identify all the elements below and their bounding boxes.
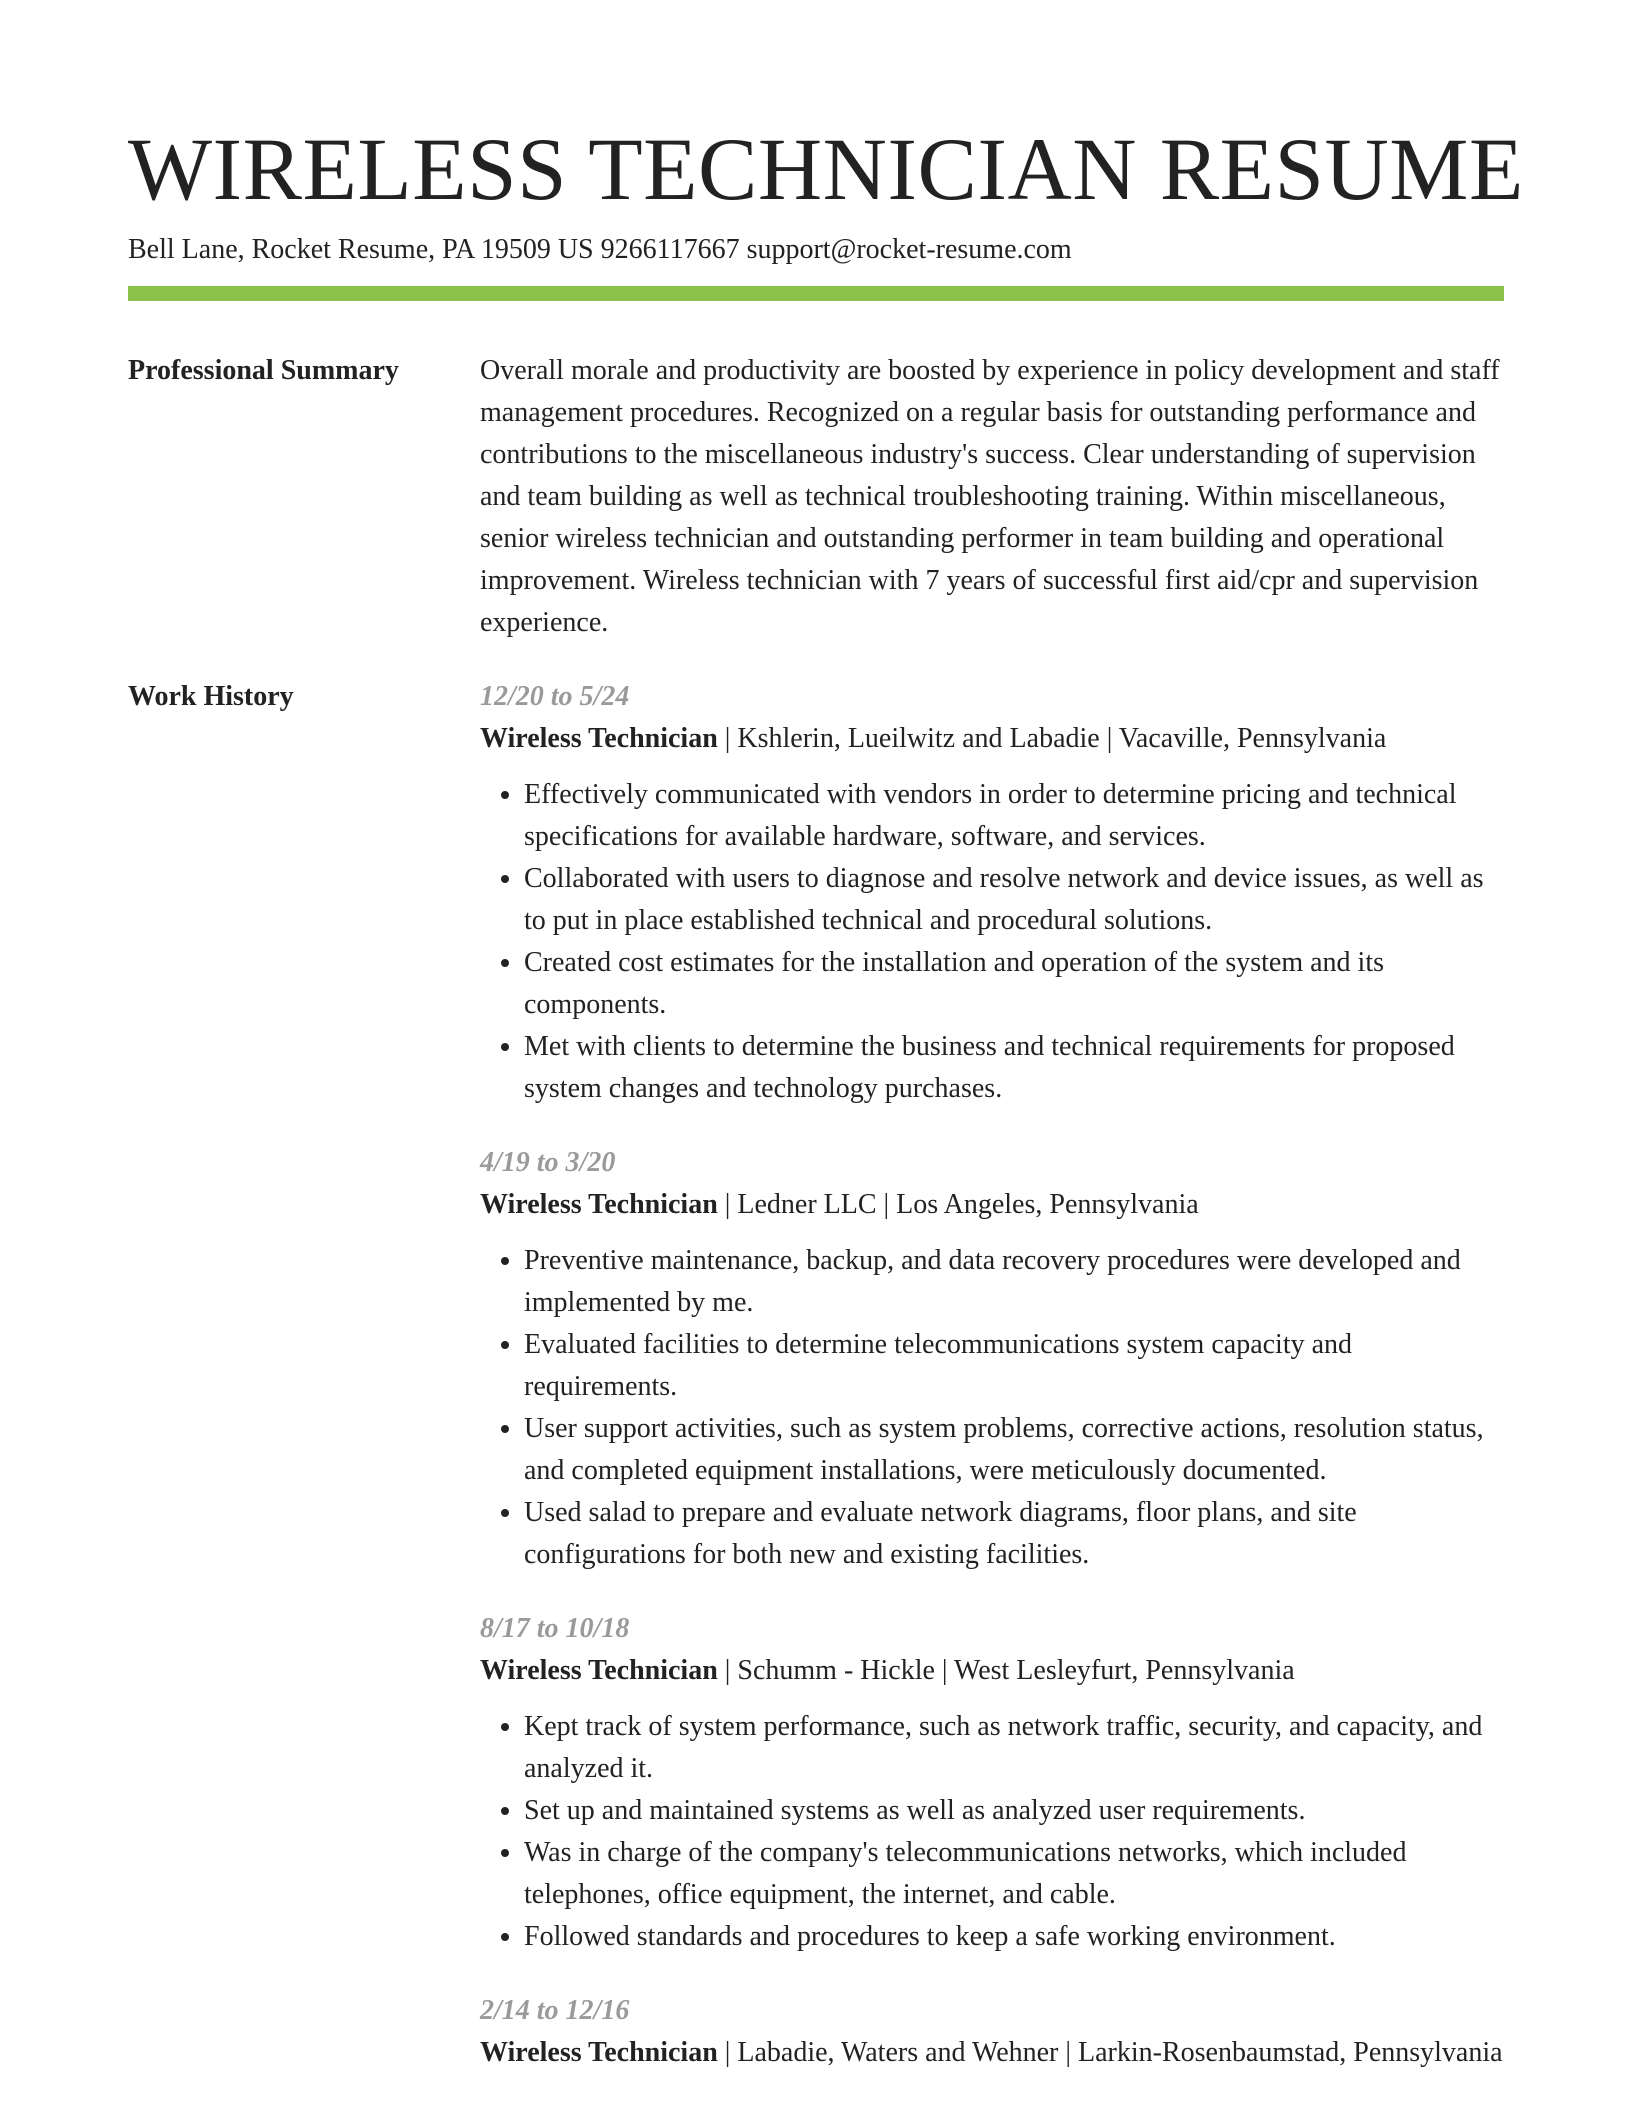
job-dates: 4/19 to 3/20 [480,1147,616,1178]
accent-divider [128,286,1504,301]
job-role: Wireless Technician [480,1655,718,1686]
job-duty: • Effectively communicated with vendors in order to determine pricing and technical specifications for available hardware, software, and services. [524,774,1504,858]
job-duty: • Followed standards and procedures to keep a safe working environment. [524,1916,1504,1958]
job-duty: • User support activities, such as system problems, corrective actions, resolution status, and completed equipment installations, were meticulously documented. [524,1408,1504,1492]
resume-title: WIRELESS TECHNICIAN RESUME [128,121,1524,219]
job-duties [480,1706,1504,1958]
job-dates: 12/20 to 5/24 [480,681,630,712]
job-duty: • Evaluated facilities to determine telecommunications system capacity and requirements. [524,1324,1504,1408]
job-duty: • Preventive maintenance, backup, and data recovery procedures were developed and implemented by me. [524,1240,1504,1324]
job-role: Wireless Technician [480,723,718,754]
job-duty: • Kept track of system performance, such as network traffic, security, and capacity, and analyzed it. [524,1706,1504,1790]
summary-body [480,350,1504,644]
job-heading [480,1184,1504,1226]
job-employer-location: | Kshlerin, Lueilwitz and Labadie | Vacaville, Pennsylvania [717,723,1387,754]
job-entry [480,1990,1504,2074]
job-employer-location: | Ledner LLC | Los Angeles, Pennsylvania [717,1189,1199,1220]
job-dates: 8/17 to 10/18 [480,1613,630,1644]
job-heading [480,1650,1504,1692]
job-duties [480,1240,1504,1576]
summary-text: Overall morale and productivity are boosted by experience in policy development and staff management procedures. Recognized on a regular basis for outstanding performance and contributions to the miscellaneous industry's success. Clear understanding of supervision and team building as well as technical troubleshooting training. Within miscellaneous, senior wireless technician and outstanding performer in team building and operational improvement. Wireless technician with 7 years of successful first aid/cpr and supervision experience. [480,355,1500,638]
work-history-heading: Work History [128,681,294,712]
job-duty: • Set up and maintained systems as well as analyzed user requirements. [524,1790,1504,1832]
job-duty: • Met with clients to determine the business and technical requirements for proposed system changes and technology purchases. [524,1026,1504,1110]
job-duties [480,774,1504,1110]
job-duty: • Collaborated with users to diagnose and resolve network and device issues, as well as to put in place established technical and procedural solutions. [524,858,1504,942]
job-entry [480,1608,1504,1958]
job-duty: • Created cost estimates for the installation and operation of the system and its components. [524,942,1504,1026]
job-role: Wireless Technician [480,1189,718,1220]
job-employer-location: | Labadie, Waters and Wehner | Larkin-Rosenbaumstad, Pennsylvania [717,2037,1503,2068]
summary-heading: Professional Summary [128,355,399,386]
job-duty: • Was in charge of the company's telecommunications networks, which included telephones, office equipment, the internet, and cable. [524,1832,1504,1916]
job-entry [480,676,1504,1110]
job-list [480,676,1504,2106]
job-role: Wireless Technician [480,2037,718,2068]
job-entry [480,1142,1504,1576]
job-employer-location: | Schumm - Hickle | West Lesleyfurt, Pennsylvania [717,1655,1295,1686]
job-duty: • Used salad to prepare and evaluate network diagrams, floor plans, and site configurations for both new and existing facilities. [524,1492,1504,1576]
job-dates: 2/14 to 12/16 [480,1995,630,2026]
job-heading [480,718,1504,760]
job-heading [480,2032,1504,2074]
contact-line: Bell Lane, Rocket Resume, PA 19509 US 9266117667 support@rocket-resume.com [128,234,1072,265]
